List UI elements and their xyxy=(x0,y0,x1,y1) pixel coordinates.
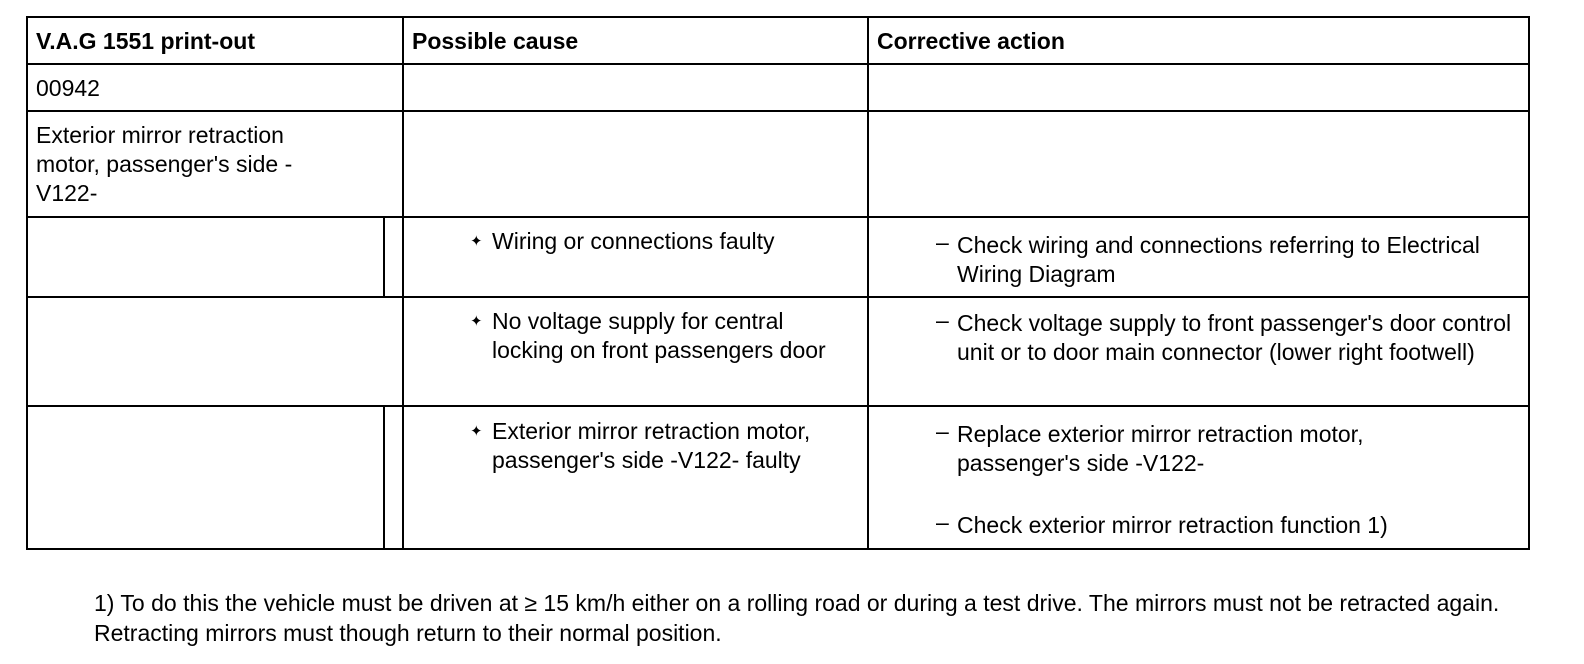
dash-icon: – xyxy=(936,418,949,444)
bullet-icon: ✦ xyxy=(470,313,483,330)
header-cause: Possible cause xyxy=(412,28,579,54)
bullet-icon: ✦ xyxy=(470,233,483,250)
row-divider xyxy=(26,296,1530,298)
column-divider xyxy=(402,16,404,550)
cause-text: Wiring or connections faulty xyxy=(492,228,775,254)
action-text: Check voltage supply to front passenger's door control unit or to door main connector (lower right footwell) xyxy=(957,310,1512,365)
row-divider xyxy=(26,405,1530,407)
dash-icon: – xyxy=(936,307,949,333)
row-divider xyxy=(26,216,1530,218)
header-divider xyxy=(26,63,1530,65)
column-divider xyxy=(867,16,869,550)
fault-code: 00942 xyxy=(36,75,100,101)
fault-name: Exterior mirror retraction motor, passenger's side -V122- xyxy=(36,122,293,206)
header-printout: V.A.G 1551 print-out xyxy=(36,28,255,54)
footnote: 1) To do this the vehicle must be driven at ≥ 15 km/h either on a rolling road or during a test drive. The mirrors must not be retracted again. Retracting mirrors must though return to their normal position. xyxy=(94,590,1500,646)
row-divider xyxy=(26,110,1530,112)
inner-column-divider xyxy=(383,216,385,296)
header-action: Corrective action xyxy=(877,28,1065,54)
cause-text: Exterior mirror retraction motor, passenger's side -V122- faulty xyxy=(492,418,811,473)
bullet-icon: ✦ xyxy=(470,423,483,440)
action-text: Replace exterior mirror retraction motor, passenger's side -V122- xyxy=(957,421,1364,476)
action-text: Check wiring and connections referring to Electrical Wiring Diagram xyxy=(957,232,1480,287)
dash-icon: – xyxy=(936,509,949,535)
cause-text: No voltage supply for central locking on front passengers door xyxy=(492,308,826,363)
dash-icon: – xyxy=(936,229,949,255)
inner-column-divider xyxy=(383,405,385,550)
action-text: Check exterior mirror retraction function 1) xyxy=(957,512,1388,538)
